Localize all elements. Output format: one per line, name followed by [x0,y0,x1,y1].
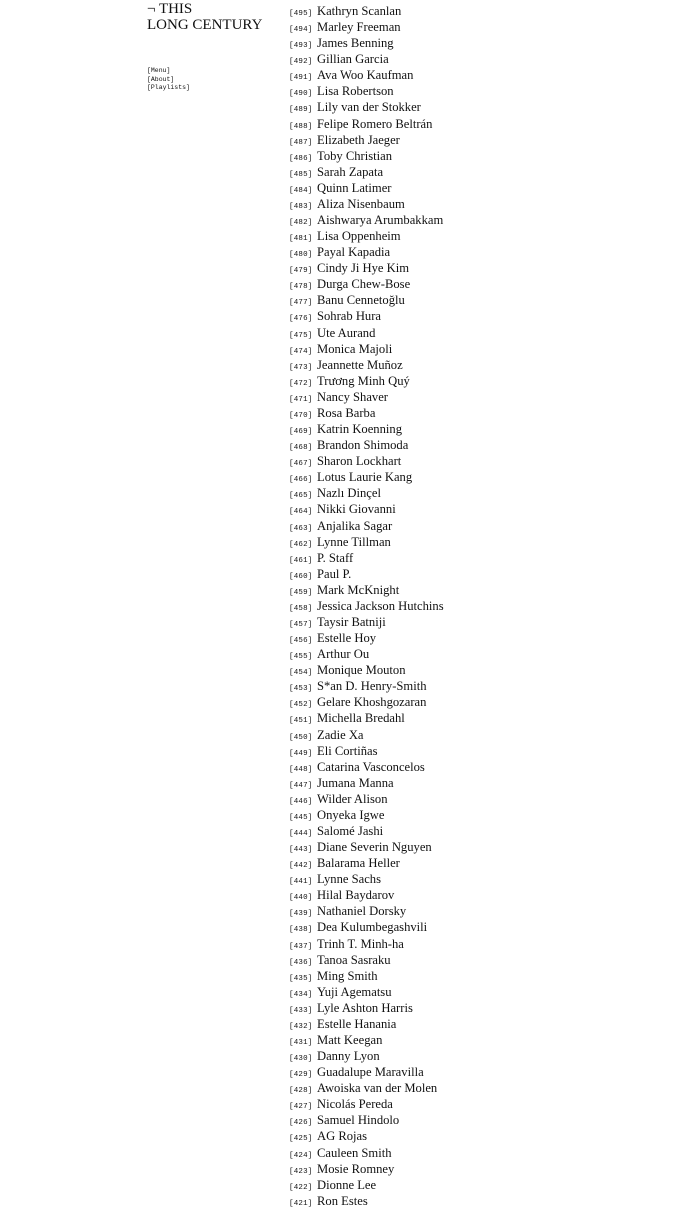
entry-number: [458] [289,604,313,613]
entry-name-link[interactable]: Gillian Garcia [317,52,389,67]
entry-name-link[interactable]: Payal Kapadia [317,245,391,260]
site-title[interactable] [147,1,262,33]
site-title-line-1[interactable]: ¬ THIS [147,1,193,17]
list-item[interactable] [289,903,444,919]
list-item[interactable] [289,694,444,710]
entry-number: [485] [289,170,313,179]
entry-number: [424] [289,1151,313,1160]
entry-number: [455] [289,653,313,662]
nav-about-link[interactable]: [About] [147,75,175,83]
list-item[interactable] [289,775,444,791]
list-item[interactable] [289,518,444,534]
entry-number: [457] [289,620,313,629]
list-item[interactable] [289,1128,444,1144]
entry-name-link[interactable]: AG Rojas [317,1129,368,1144]
nav-playlists-link[interactable]: [Playlists] [147,84,190,92]
entry-number: [430] [289,1055,313,1064]
list-item[interactable] [289,807,444,823]
list-item[interactable] [289,325,444,341]
entry-name-link[interactable]: Catarina Vasconcelos [317,759,425,774]
entry-name-link[interactable]: Eli Cortiñas [317,743,378,758]
entry-name-link[interactable]: Trinh T. Minh-ha [317,936,404,951]
entry-number: [463] [289,524,313,533]
list-item[interactable] [289,1064,444,1080]
list-item[interactable] [289,67,444,83]
entry-number: [471] [289,395,313,404]
entry-number: [452] [289,701,313,710]
entry-number: [439] [289,910,313,919]
list-item[interactable] [289,132,444,148]
entry-number: [479] [289,267,313,276]
entry-name-link[interactable]: Arthur Ou [317,647,370,662]
entry-number: [448] [289,765,313,774]
list-item[interactable] [289,1048,444,1064]
entry-name-link[interactable]: Lily van der Stokker [317,100,421,115]
entry-name-link[interactable]: Katrin Koenning [317,422,402,437]
list-item[interactable] [289,469,444,485]
list-item[interactable] [289,984,444,1000]
list-item[interactable] [289,35,444,51]
entry-name-link[interactable]: James Benning [317,36,394,51]
entry-name-link[interactable]: Brandon Shimoda [317,438,409,453]
list-item[interactable] [289,116,444,132]
entry-number: [493] [289,42,313,51]
entry-name-link[interactable]: Samuel Hindolo [317,1113,400,1128]
entry-name-link[interactable]: Gelare Khoshgozaran [317,695,427,710]
entry-number: [459] [289,588,313,597]
entry-number: [466] [289,476,313,485]
list-item[interactable] [289,534,444,550]
entry-number: [427] [289,1103,313,1112]
list-item[interactable] [289,823,444,839]
entry-number: [461] [289,556,313,565]
entry-number: [489] [289,106,313,115]
entry-name-link[interactable]: Ute Aurand [317,325,376,340]
entry-name-link[interactable]: Estelle Hoy [317,631,377,646]
list-item[interactable] [289,1016,444,1032]
list-item[interactable] [289,260,444,276]
entry-name-link[interactable]: Guadalupe Maravilla [317,1065,424,1080]
entry-number: [469] [289,428,313,437]
list-item[interactable] [289,662,444,678]
list-item[interactable] [289,1096,444,1112]
list-item[interactable] [289,244,444,260]
entry-name-link[interactable]: Nicolás Pereda [317,1097,393,1112]
list-item[interactable] [289,1145,444,1161]
entry-name-link[interactable]: Matt Keegan [317,1033,383,1047]
entry-name-link[interactable]: Rosa Barba [317,405,376,420]
site-title-line-2[interactable]: LONG CENTURY [147,17,263,33]
entry-number: [423] [289,1167,313,1176]
entry-name-link[interactable]: Zadie Xa [317,727,364,742]
entry-name-link[interactable]: Lotus Laurie Kang [317,470,413,485]
entry-name-link[interactable]: Lyle Ashton Harris [317,1000,413,1015]
list-item[interactable] [289,373,444,389]
entry-number: [431] [289,1039,313,1047]
entry-name-link[interactable]: S*an D. Henry-Smith [317,679,427,694]
entry-name-link[interactable]: Nathaniel Dorsky [317,904,407,919]
list-item[interactable] [289,582,444,598]
entry-number: [467] [289,460,313,469]
entry-name-link[interactable]: Ron Estes [317,1193,368,1208]
entry-number: [438] [289,926,313,935]
list-item[interactable] [289,1032,444,1048]
entry-number: [449] [289,749,313,758]
entry-number: [425] [289,1135,313,1144]
entry-name-link[interactable]: Yuji Agematsu [317,984,392,999]
entry-name-link[interactable]: Ming Smith [317,968,378,983]
entry-name-link[interactable]: Nikki Giovanni [317,502,396,517]
entry-number: [473] [289,363,313,372]
entry-number: [422] [289,1183,313,1192]
list-item[interactable] [289,839,444,855]
entry-number: [436] [289,958,313,967]
entry-number: [429] [289,1071,313,1080]
entry-number: [451] [289,717,313,726]
entry-name-link[interactable]: Cauleen Smith [317,1145,392,1160]
entry-name-link[interactable]: P. Staff [317,550,354,565]
entry-name-link[interactable]: Wilder Alison [317,791,388,806]
entry-number: [453] [289,685,313,694]
entry-name-link[interactable]: Trương Minh Quý [317,373,410,388]
entry-number: [494] [289,26,313,35]
list-item[interactable] [289,759,444,775]
list-item[interactable] [289,598,444,614]
entry-name-link[interactable]: Hilal Baydarov [317,888,395,903]
entry-number: [447] [289,781,313,790]
entry-number: [491] [289,74,313,83]
entry-name-link[interactable]: Monica Majoli [317,341,393,356]
list-item[interactable] [289,99,444,115]
entry-number: [475] [289,331,313,340]
entry-name-link[interactable]: Nazlı Dinçel [317,486,381,501]
entry-number: [460] [289,572,313,581]
entry-name-link[interactable]: Dea Kulumbegashvili [317,920,428,935]
entry-name-link[interactable]: Sarah Zapata [317,164,384,179]
list-item[interactable] [289,678,444,694]
list-item[interactable] [289,485,444,501]
list-item[interactable] [289,952,444,968]
entry-number: [426] [289,1119,313,1128]
entry-number: [437] [289,942,313,951]
list-item[interactable] [289,308,444,324]
entry-number: [443] [289,846,313,855]
list-item[interactable] [289,389,444,405]
list-item[interactable] [289,148,444,164]
list-item[interactable] [289,276,444,292]
entry-number: [428] [289,1087,313,1096]
entry-number: [481] [289,235,313,244]
entry-name-link[interactable]: Nancy Shaver [317,389,388,404]
entry-name-link[interactable]: Salomé Jashi [317,823,384,838]
entry-number: [490] [289,90,313,99]
entry-number: [470] [289,411,313,420]
list-item[interactable] [289,180,444,196]
entry-name-link[interactable]: Onyeka Igwe [317,807,385,822]
list-item[interactable] [289,3,444,19]
entry-number: [484] [289,186,313,195]
entry-name-link[interactable]: Danny Lyon [317,1049,380,1064]
list-item[interactable] [289,743,444,759]
list-item[interactable] [289,196,444,212]
entry-name-link[interactable]: Mark McKnight [317,582,400,597]
entry-number: [495] [289,10,313,18]
list-item[interactable] [289,936,444,952]
entry-number: [474] [289,347,313,356]
entry-name-link[interactable]: Jumana Manna [317,775,394,790]
entry-number: [435] [289,974,313,983]
entry-name-link[interactable]: Anjalika Sagar [317,518,393,533]
entry-number: [456] [289,637,313,646]
list-item[interactable] [289,164,444,180]
entry-name-link[interactable]: Michella Bredahl [317,711,405,726]
entry-number: [465] [289,492,313,501]
list-item[interactable] [289,19,444,35]
list-item[interactable] [289,341,444,357]
entry-name-link[interactable]: Estelle Hanania [317,1016,397,1031]
list-item[interactable] [289,614,444,630]
entry-list [289,3,444,1209]
list-item[interactable] [289,83,444,99]
list-item[interactable] [289,212,444,228]
entry-name-link[interactable]: Ava Woo Kaufman [317,68,414,83]
list-item[interactable] [289,710,444,726]
entry-number: [487] [289,138,313,147]
entry-name-link[interactable]: Lisa Robertson [317,84,394,99]
list-item[interactable] [289,727,444,743]
entry-name-link[interactable]: Toby Christian [317,148,393,163]
entry-number: [477] [289,299,313,308]
entry-name-link[interactable]: Mosie Romney [317,1161,395,1176]
entry-number: [492] [289,58,313,67]
entry-name-link[interactable]: Diane Severin Nguyen [317,840,432,855]
list-item[interactable] [289,292,444,308]
entry-number: [433] [289,1006,313,1015]
entry-name-link[interactable]: Lynne Tillman [317,534,391,549]
list-item[interactable] [289,357,444,373]
entry-name-link[interactable]: Taysir Batniji [317,614,386,629]
entry-name-link[interactable]: Balarama Heller [317,856,400,871]
entry-name-link[interactable]: Sharon Lockhart [317,454,402,469]
entry-number: [434] [289,990,313,999]
entry-number: [442] [289,862,313,871]
entry-name-link[interactable]: Jeannette Muñoz [317,357,403,372]
entry-number: [432] [289,1022,313,1031]
entry-name-link[interactable]: Cindy Ji Hye Kim [317,261,410,276]
site-nav [147,67,190,93]
entry-name-link[interactable]: Kathryn Scanlan [317,4,402,18]
entry-number: [483] [289,202,313,211]
entry-name-link[interactable]: Monique Mouton [317,663,406,678]
entry-name-link[interactable]: Aliza Nisenbaum [317,196,405,211]
entry-number: [486] [289,154,313,163]
entry-name-link[interactable]: Paul P. [317,566,352,581]
list-item[interactable] [289,1177,444,1193]
list-item[interactable] [289,887,444,903]
entry-name-link[interactable]: Aishwarya Arumbakkam [317,213,444,228]
entry-number: [421] [289,1199,313,1208]
entry-name-link[interactable]: Durga Chew-Bose [317,277,411,292]
entry-name-link[interactable]: Marley Freeman [317,20,401,35]
list-item[interactable] [289,1112,444,1128]
list-item[interactable] [289,646,444,662]
list-item[interactable] [289,501,444,517]
entry-number: [454] [289,669,313,678]
entry-number: [441] [289,878,313,887]
list-item[interactable] [289,453,444,469]
entry-number: [444] [289,829,313,838]
entry-number: [488] [289,122,313,131]
entry-number: [445] [289,813,313,822]
entry-number: [468] [289,444,313,453]
entry-name-link[interactable]: Banu Cennetoğlu [317,293,405,308]
entry-number: [480] [289,251,313,260]
entry-number: [440] [289,894,313,903]
list-item[interactable] [289,405,444,421]
entry-number: [472] [289,379,313,388]
entry-name-link[interactable]: Awoiska van der Molen [317,1081,438,1096]
entry-number: [482] [289,219,313,228]
list-item[interactable] [289,1000,444,1016]
entry-name-link[interactable]: Elizabeth Jaeger [317,132,400,147]
entry-name-link[interactable]: Lynne Sachs [317,872,382,887]
entry-number: [478] [289,283,313,292]
list-item[interactable] [289,228,444,244]
entry-name-link[interactable]: Sohrab Hura [317,309,382,324]
list-item[interactable] [289,630,444,646]
entry-number: [462] [289,540,313,549]
entry-number: [476] [289,315,313,324]
list-item[interactable] [289,1161,444,1177]
entry-name-link[interactable]: Felipe Romero Beltrán [317,116,433,131]
list-item[interactable] [289,51,444,67]
entry-name-link[interactable]: Tanoa Sasraku [317,952,391,967]
list-item[interactable] [289,421,444,437]
list-item[interactable] [289,437,444,453]
nav-menu-link[interactable]: [Menu] [147,67,171,74]
list-item[interactable] [289,566,444,582]
entry-number: [464] [289,508,313,517]
entry-name-link[interactable]: Quinn Latimer [317,180,392,195]
list-item[interactable] [289,550,444,566]
list-item[interactable] [289,919,444,935]
entry-name-link[interactable]: Dionne Lee [317,1177,377,1192]
entry-number: [446] [289,797,313,806]
list-item[interactable] [289,1193,444,1209]
list-item[interactable] [289,855,444,871]
list-item[interactable] [289,968,444,984]
list-item[interactable] [289,871,444,887]
entry-name-link[interactable]: Lisa Oppenheim [317,229,401,244]
list-item[interactable] [289,791,444,807]
entry-number: [450] [289,733,313,742]
entry-name-link[interactable]: Jessica Jackson Hutchins [317,598,444,613]
list-item[interactable] [289,1080,444,1096]
